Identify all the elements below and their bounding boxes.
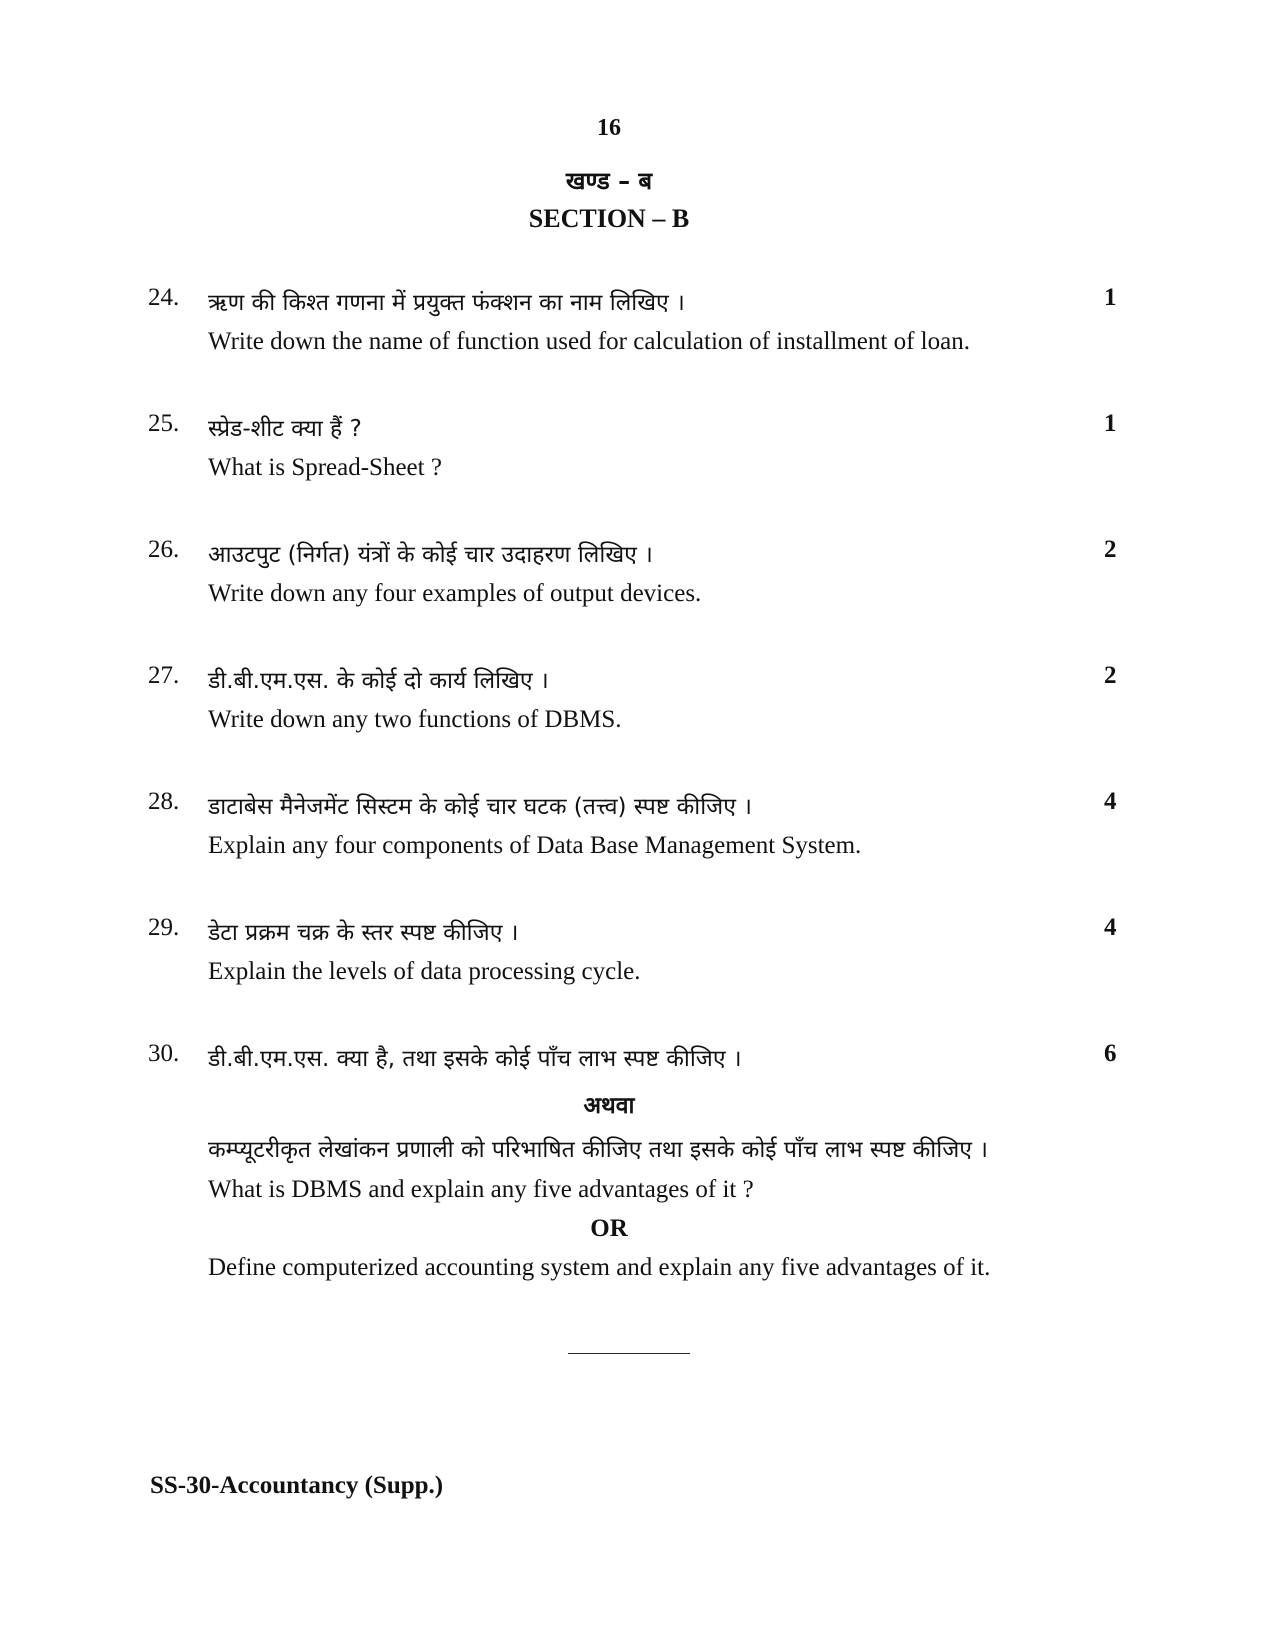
question-number: 26. — [148, 536, 180, 563]
question-text-hindi: आउटपुट (निर्गत) यंत्रों के कोई चार उदाहरण लिखिए । — [208, 542, 653, 568]
question-marks: 2 — [1104, 662, 1117, 689]
or-label-hindi: अथवा — [583, 1093, 635, 1119]
question-text-hindi: डी.बी.एम.एस. के कोई दो कार्य लिखिए । — [208, 668, 549, 694]
end-rule — [568, 1353, 690, 1354]
alternative-question-hindi: कम्प्यूटरीकृत लेखांकन प्रणाली को परिभाषित कीजिए तथा इसके कोई पाँच लाभ स्पष्ट कीजिए । — [208, 1137, 989, 1163]
question-text-english: What is DBMS and explain any five advantages of it ? — [208, 1176, 754, 1203]
question-marks: 6 — [1104, 1040, 1117, 1067]
question-marks: 4 — [1104, 788, 1117, 815]
question-number: 28. — [148, 788, 180, 815]
question-text-hindi: डी.बी.एम.एस. क्या है, तथा इसके कोई पाँच लाभ स्पष्ट कीजिए । — [208, 1046, 742, 1072]
question-number: 30. — [148, 1040, 180, 1067]
question-text-english: Write down the name of function used for calculation of installment of loan. — [208, 328, 970, 355]
question-number: 29. — [148, 914, 180, 941]
question-text-hindi: डाटाबेस मैनेजमेंट सिस्टम के कोई चार घटक (तत्त्व) स्पष्ट कीजिए । — [208, 794, 752, 820]
question-number: 24. — [148, 284, 180, 311]
section-title-english: SECTION – B — [528, 204, 690, 233]
or-label-english: OR — [590, 1215, 628, 1242]
question-text-english: What is Spread-Sheet ? — [208, 454, 442, 481]
question-marks: 4 — [1104, 914, 1117, 941]
question-text-hindi: डेटा प्रक्रम चक्र के स्तर स्पष्ट कीजिए । — [208, 920, 519, 946]
question-marks: 2 — [1104, 536, 1117, 563]
question-number: 25. — [148, 410, 180, 437]
question-marks: 1 — [1104, 410, 1117, 437]
question-text-english: Write down any two functions of DBMS. — [208, 706, 622, 733]
alternative-question-english: Define computerized accounting system and explain any five advantages of it. — [208, 1254, 991, 1281]
question-text-english: Write down any four examples of output devices. — [208, 580, 702, 607]
question-text-hindi: ऋण की किश्त गणना में प्रयुक्त फंक्शन का नाम लिखिए । — [208, 290, 685, 316]
page-number: 16 — [597, 115, 621, 141]
question-marks: 1 — [1104, 284, 1117, 311]
question-text-english: Explain the levels of data processing cycle. — [208, 958, 641, 985]
section-title-hindi: खण्ड – ब — [565, 167, 653, 195]
question-number: 27. — [148, 662, 180, 689]
question-text-english: Explain any four components of Data Base Management System. — [208, 832, 862, 859]
footer-paper-code: SS-30-Accountancy (Supp.) — [150, 1472, 444, 1499]
question-text-hindi: स्प्रेड-शीट क्या हैं ? — [208, 416, 362, 442]
